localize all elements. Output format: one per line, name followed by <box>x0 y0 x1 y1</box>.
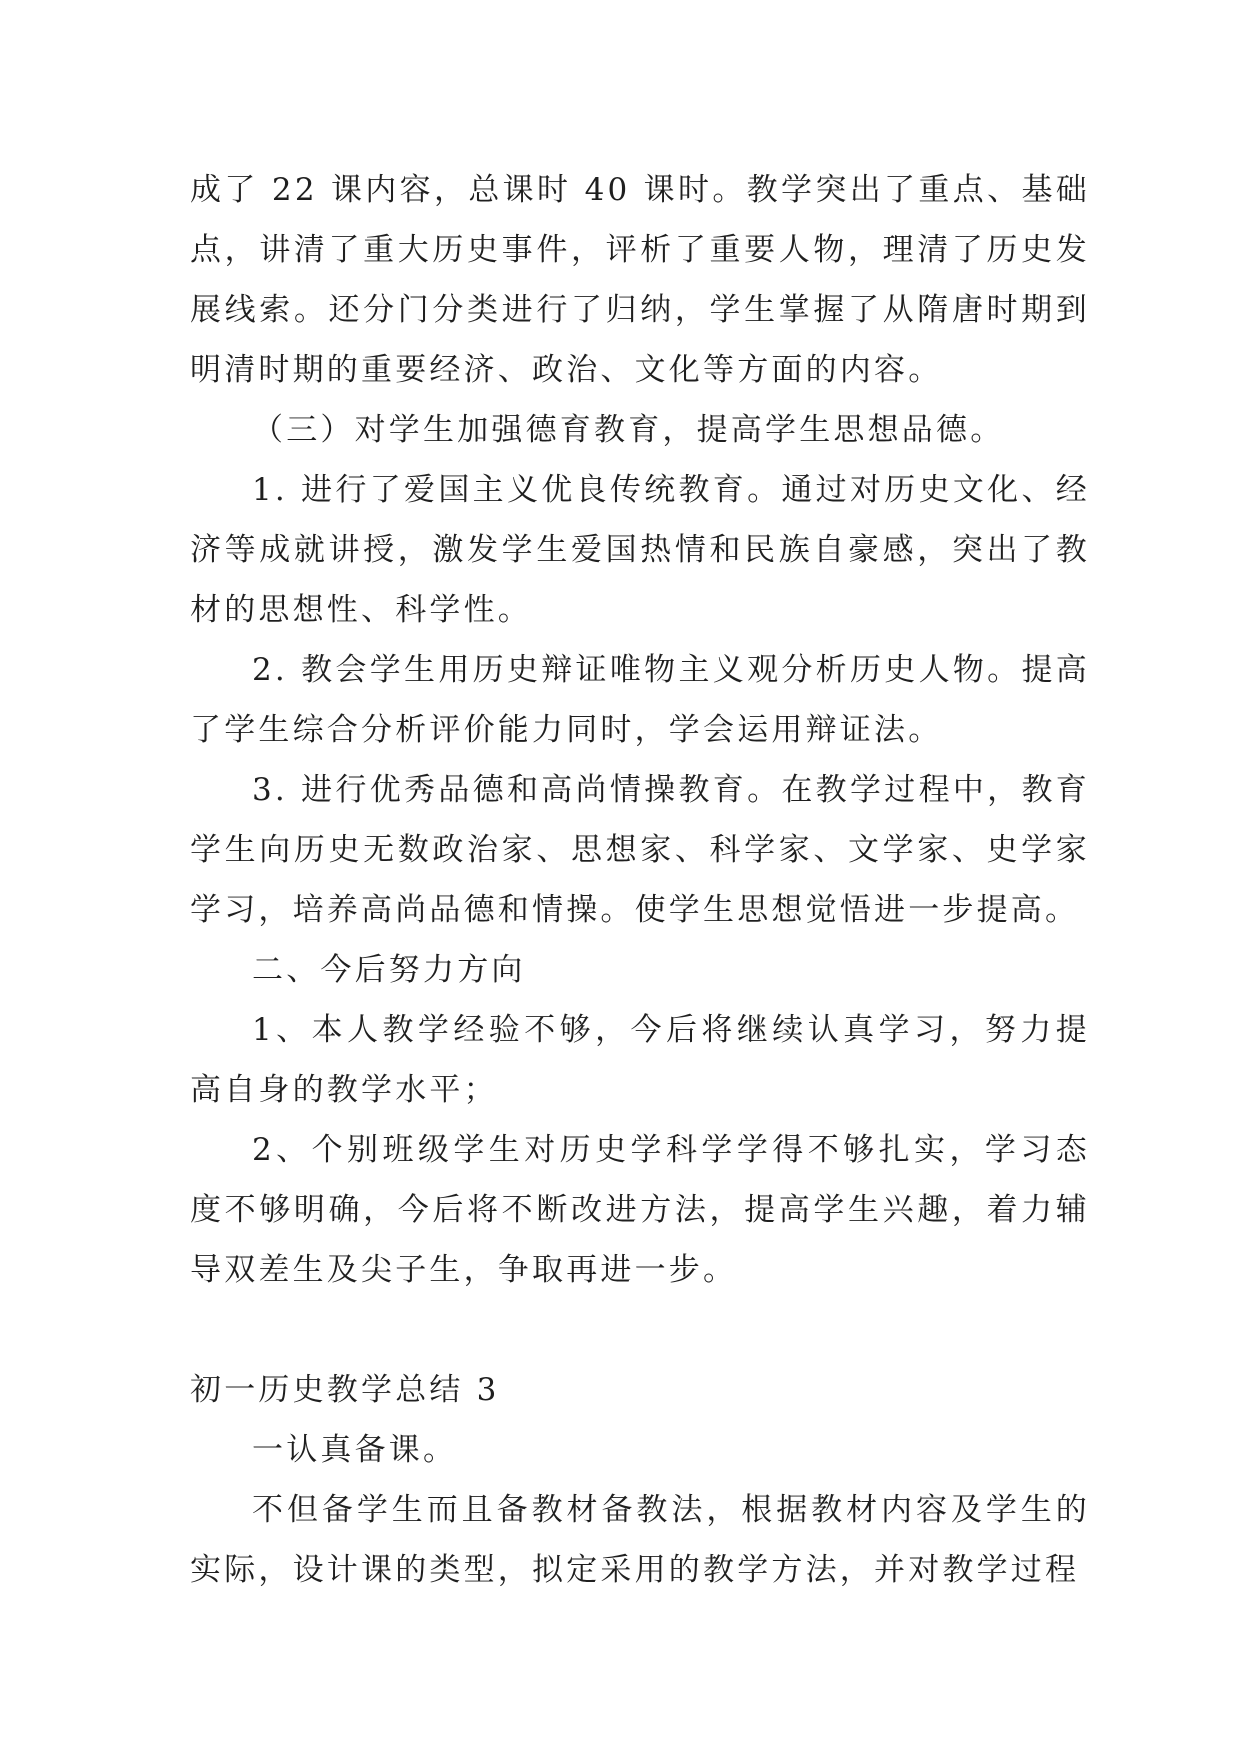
paragraph-future-2: 2、个别班级学生对历史学科学学得不够扎实，学习态度不够明确，今后将不断改进方法，提高学生兴趣，着力辅导双差生及尖子生，争取再进一步。 <box>190 1132 1090 1288</box>
section-paragraph-2: 不但备学生而且备教材备教法，根据教材内容及学生的实际，设计课的类型，拟定采用的教学方法，并对教学过程 <box>190 1492 1090 1588</box>
paragraph-future-1: 1、本人教学经验不够，今后将继续认真学习，努力提高自身的教学水平； <box>190 1012 1090 1108</box>
paragraph-subheading-moral-education: （三）对学生加强德育教育，提高学生思想品德。 <box>252 412 1005 448</box>
section-paragraph-1: 一认真备课。 <box>252 1432 458 1468</box>
paragraph-item-1: 1. 进行了爱国主义优良传统教育。通过对历史文化、经济等成就讲授，激发学生爱国热情和民族自豪感，突出了教材的思想性、科学性。 <box>190 472 1090 628</box>
paragraph-item-3: 3. 进行优秀品德和高尚情操教育。在教学过程中，教育学生向历史无数政治家、思想家、科学家、文学家、史学家学习，培养高尚品德和情操。使学生思想觉悟进一步提高。 <box>190 772 1090 928</box>
paragraph-continued: 成了 22 课内容，总课时 40 课时。教学突出了重点、基础点，讲清了重大历史事件，评析了重要人物，理清了历史发展线索。还分门分类进行了归纳，学生掌握了从隋唐时期到明清时期的重要经济、政治、文化等方面的内容。 <box>190 172 1090 388</box>
paragraph-item-2: 2. 教会学生用历史辩证唯物主义观分析历史人物。提高了学生综合分析评价能力同时，学会运用辩证法。 <box>190 652 1090 748</box>
document-body <box>190 160 1090 1600</box>
section-title: 初一历史教学总结 3 <box>190 1372 500 1408</box>
paragraph-heading-future-direction: 二、今后努力方向 <box>252 952 526 988</box>
